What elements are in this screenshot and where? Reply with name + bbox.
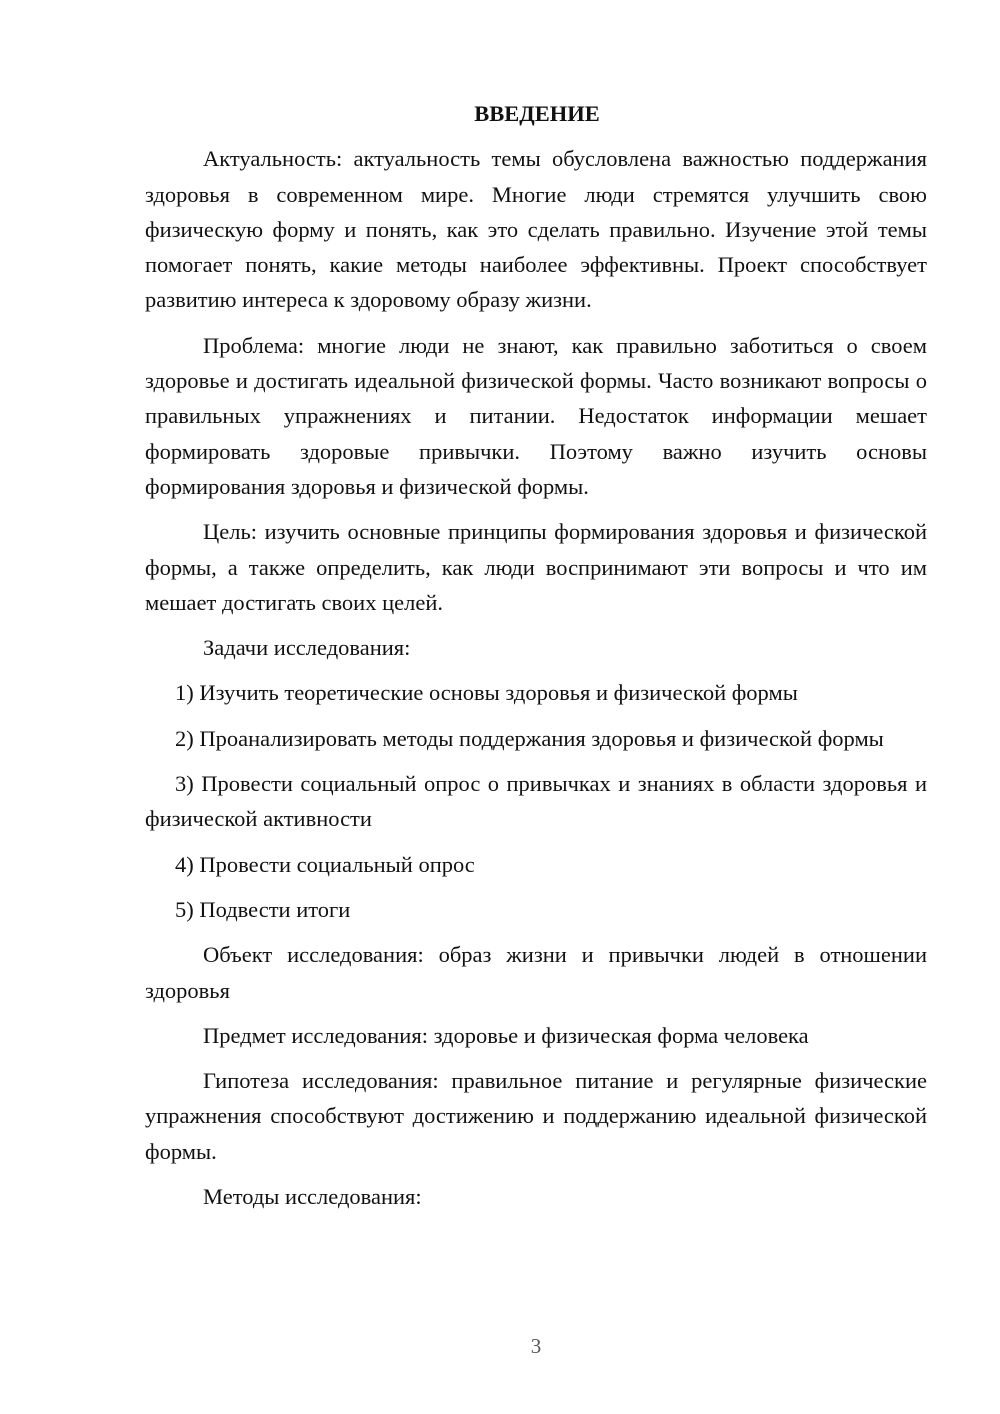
relevance-paragraph: Актуальность: актуальность темы обусловлена важностью поддержания здоровья в современном мире. Многие люди стремятся улучшить свою физическую форму и понять, как это сделать правильно. Изучение этой темы помогает понять, какие методы наиболее эффективны. Проект способствует развитию интереса к здоровому образу жизни.	[145, 146, 927, 313]
task-item: 2) Проанализировать методы поддержания здоровья и физической формы	[175, 725, 884, 751]
goal-paragraph: Цель: изучить основные принципы формирования здоровья и физической формы, а также определить, как люди воспринимают эти вопросы и что им мешает достигать своих целей.	[145, 519, 927, 615]
task-item: 3) Провести социальный опрос о привычках и знаниях в области здоровья и физической активности	[145, 771, 927, 832]
tasks-heading: Задачи исследования:	[203, 635, 411, 661]
task-item: 4) Провести социальный опрос	[175, 851, 475, 877]
problem-paragraph: Проблема: многие люди не знают, как правильно заботиться о своем здоровье и достигать идеальной физической формы. Часто возникают вопросы о правильных упражнениях и питании. Недостаток информации мешает формировать здоровые привычки. Поэтому важно изучить основы формирования здоровья и физической формы.	[145, 332, 927, 499]
object-paragraph: Объект исследования: образ жизни и привычки людей в отношении здоровья	[145, 942, 927, 1003]
subject-paragraph: Предмет исследования: здоровье и физическая форма человека	[203, 1022, 809, 1048]
task-item: 1) Изучить теоретические основы здоровья и физической формы	[175, 680, 798, 706]
document-body	[145, 96, 927, 1224]
hypothesis-paragraph: Гипотеза исследования: правильное питание и регулярные физические упражнения способствуют достижению и поддержанию идеальной физической формы.	[145, 1068, 927, 1164]
methods-heading: Методы исследования:	[203, 1184, 422, 1210]
page-number: 3	[530, 1334, 542, 1358]
section-title: ВВЕДЕНИЕ	[474, 101, 600, 126]
task-item: 5) Подвести итоги	[175, 896, 351, 922]
